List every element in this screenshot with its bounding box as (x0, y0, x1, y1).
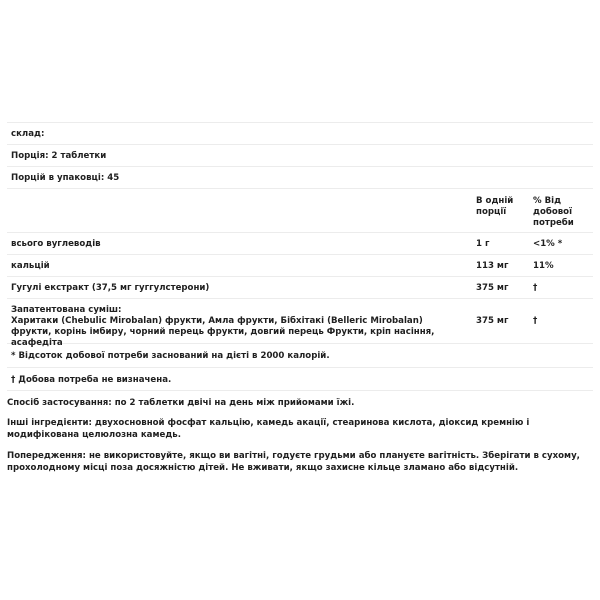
nutrient-daily-value: <1% * (533, 239, 563, 249)
blend-title: Запатентована суміш: (11, 305, 122, 315)
supplement-facts-table (7, 122, 593, 391)
blend-amount: 375 мг (476, 316, 509, 326)
nutrient-amount: 113 мг (476, 261, 509, 271)
nutrient-row (7, 276, 593, 298)
footnote-not-established: † Добова потреба не визначена. (11, 375, 172, 385)
footnote-row (7, 367, 593, 391)
servings-per-container-row (7, 166, 593, 188)
serving-size-row (7, 144, 593, 166)
facts-title-row (7, 122, 593, 144)
footnote-daily-value: * Відсоток добової потреби заснований на дієті в 2000 калорій. (11, 351, 330, 361)
column-header-row (7, 188, 593, 232)
other-ingredients: Інші інгредієнти: двухосновной фосфат кальцію, камедь акації, стеаринова кислота, діоксид кремнію і модифікована целюлозна камедь. (7, 418, 530, 440)
facts-title: склад: (11, 129, 45, 139)
nutrient-name: всього вуглеводів (11, 239, 101, 249)
nutrient-row (7, 232, 593, 254)
nutrient-amount: 375 мг (476, 283, 509, 293)
nutrient-amount: 1 г (476, 239, 490, 249)
nutrient-name: Гугулі екстракт (37,5 мг гуггулстерони) (11, 283, 210, 293)
nutrient-row (7, 254, 593, 276)
nutrient-daily-value: † (533, 283, 538, 293)
nutrient-name: кальцій (11, 261, 50, 271)
proprietary-blend-row (7, 298, 593, 348)
nutrient-daily-value: 11% (533, 261, 554, 271)
serving-size: Порція: 2 таблетки (11, 151, 107, 161)
blend-daily-value: † (533, 316, 538, 326)
blend-description: Харитаки (Chebulic Mirobalan) фрукти, Амла фрукти, Бібхітакі (Belleric Mirobalan) фрукти, корінь імбиру, чорний перець фрукти, довгий перець Фрукти, кріп насіння, асафедіта (11, 316, 435, 348)
warning-text: Попередження: не використовуйте, якщо ви вагітні, годуєте грудьми або плануєте вагітність. Зберігати в сухому, прохолодному місці поза досяжністю дітей. Не вживати, якщо захисне кільце зламано або відсутній. (7, 451, 580, 473)
amount-column-header: В одній порції (476, 196, 514, 217)
usage-directions: Спосіб застосування: по 2 таблетки двічі на день між прийомами їжі. (7, 398, 355, 408)
daily-value-column-header: % Від добової потреби (533, 196, 574, 228)
servings-per-container: Порцій в упаковці: 45 (11, 173, 120, 183)
